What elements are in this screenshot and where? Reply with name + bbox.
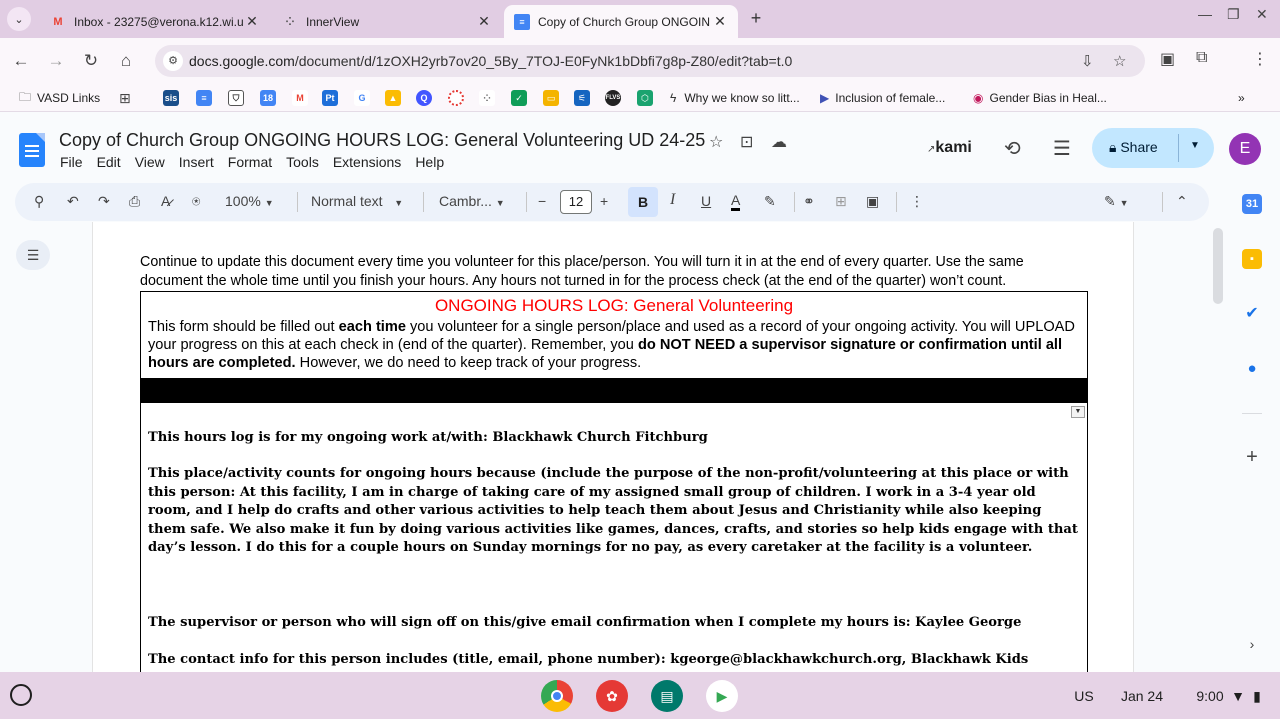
contact-line: The contact info for this person includes (title, email, phone number): kgeorge@blackhawkchurch.org, Blackhawk Kids [148,652,1029,667]
bookmark-label: VASD Links [37,91,101,105]
url-text[interactable] [189,53,792,69]
wifi-icon[interactable]: ▼ [1231,688,1245,704]
menu-insert[interactable]: Insert [178,154,214,170]
log-heading: ONGOING HOURS LOG: General Volunteering [434,296,794,315]
reload-icon[interactable]: ↻ [83,51,99,70]
shield-bookmark[interactable] [228,89,250,107]
menu-extensions[interactable]: Extensions [332,154,402,170]
desc-text: you volunteer for a single person/place and used as a record of your ongoing activity. You will UPLOAD your progress on this at each check in (end of the quarter). Remember, you [148,319,1075,353]
increase-font-icon[interactable]: + [600,193,609,209]
toolbar-divider [896,192,897,212]
document-title[interactable]: Copy of Church Group ONGOING HOURS LOG: General Volunteering UD 24-25 [59,130,706,150]
intro-paragraph: Continue to update this document every time you volunteer for this place/person. You will turn it in at the end of every quarter. Use the same document the whole time until you finish your hours. Any hours not turned in for the process check (at the end of the quarter) won’t count. [140,254,1024,289]
italic-button[interactable]: I [670,191,676,208]
classroom-icon: ✓ [511,90,527,106]
os-shelf [0,672,1280,719]
shield-icon: ⛉ [228,90,244,106]
hex-bookmark[interactable] [637,89,659,107]
docs-bookmark[interactable] [196,89,218,107]
pt-icon: Pt [322,90,338,106]
chrome-app-icon[interactable] [541,680,573,712]
url-host: docs.google.com [189,53,295,69]
bookmark-inclusion[interactable] [820,89,945,107]
paragraph-style-select[interactable] [311,193,403,209]
canvas-app-icon[interactable]: ✿ [596,680,628,712]
external-link-icon: ↗ [927,144,936,155]
bold-button[interactable]: B [628,187,658,217]
classroom-bookmark[interactable] [511,89,533,107]
bolt-icon: ϟ [670,91,677,105]
menu-tools[interactable]: Tools [286,154,319,170]
paint-format-icon[interactable]: ⍟ [192,193,201,209]
url-path: /document/d/1zOXH2yrb7ov20_5By_7TOJ-E0FyNk1bDbfi7g8p-Z80/edit?tab=t.0 [294,53,793,69]
toolbar-divider [423,192,424,212]
add-comment-icon[interactable]: ⊞ [835,193,847,209]
tab-gmail[interactable] [40,5,270,38]
google-icon: G [354,90,370,106]
slides-bookmark[interactable] [543,89,565,107]
kami-button[interactable] [927,139,972,157]
expand-panel-icon[interactable]: › [1249,636,1255,652]
bookmark-label: Why we know so litt... [684,91,800,105]
extension-icon[interactable]: ▣ [1160,51,1176,68]
launcher-icon[interactable] [10,684,32,706]
extensions-puzzle-icon[interactable]: ⧉ [1196,49,1208,66]
bookmark-label: Inclusion of female... [835,91,946,105]
flvs-bookmark[interactable] [605,89,627,107]
menu-file[interactable]: File [60,154,83,170]
folder-icon: 🗀 [19,89,32,104]
comments-icon[interactable]: ☰ [1053,138,1071,160]
share-divider [1178,134,1179,162]
gmail-bookmark[interactable] [292,89,314,107]
tab-title: InnerView [306,14,360,29]
menu-help[interactable]: Help [415,154,445,170]
document-outline-icon[interactable]: ☰ [16,240,50,270]
star-icon[interactable]: ☆ [709,134,724,151]
black-divider-row [141,378,1087,403]
docs-icon: ≡ [196,90,212,106]
document-page[interactable] [92,222,1134,672]
lock-icon: 🔒︎ [1109,139,1117,155]
tab-docs[interactable] [504,5,738,38]
share-label [1109,139,1158,156]
flvs-icon: FLVS [605,90,621,106]
menu-bar [60,154,458,170]
hexagon-icon: ⬡ [637,90,653,106]
cloud-saved-icon[interactable]: ☁ [771,134,787,151]
font-size-input[interactable]: 12 [560,190,592,214]
innerview-bookmark[interactable] [479,89,501,107]
log-description [148,318,1078,372]
collapse-menus-icon[interactable]: ⌃ [1176,193,1188,209]
circle-bookmark[interactable] [448,89,470,107]
tab-innerview[interactable] [272,5,502,38]
docs-logo-icon[interactable] [19,133,45,167]
editing-mode-button[interactable]: ✎ ▼ [1104,193,1129,209]
new-tab-button[interactable]: + [750,8,762,28]
edpuzzle-icon: ⚟ [574,90,590,106]
print-icon[interactable]: ⎙ [129,193,141,209]
quizlet-icon: Q [416,90,432,106]
highlight-icon[interactable]: ✎ [764,193,776,209]
insert-image-icon[interactable]: ▣ [866,193,880,209]
docs-icon: ≡ [514,14,530,30]
move-folder-icon[interactable]: ⊡ [740,134,754,151]
toolbar-divider [297,192,298,212]
kami-label: kami [935,139,972,156]
contacts-icon[interactable]: ● [1247,360,1257,377]
clock-display[interactable]: 9:00 [1196,688,1224,704]
google-bookmark[interactable] [354,89,376,107]
innerview-icon: ⁘ [285,16,295,28]
toolbar-divider [526,192,527,212]
minimize-icon[interactable]: — [1198,6,1212,22]
bookmark-folder-vasd[interactable] [19,89,100,107]
slides-icon: ▭ [543,90,559,106]
battery-icon[interactable]: ▮ [1253,688,1261,704]
classroom-app-icon[interactable]: ▤ [651,680,683,712]
calendar-bookmark[interactable] [260,89,282,107]
chevron-down-icon: ▼ [264,198,274,208]
undo-icon[interactable]: ↶ [67,193,79,209]
side-panel [1232,182,1274,672]
desc-bold: do NOT NEED a supervisor signature or confirmation until all hours are completed. [148,337,1063,371]
toolbar-divider [794,192,795,212]
bookmark-star-icon[interactable]: ☆ [1113,53,1127,70]
account-avatar[interactable]: E [1229,133,1261,165]
home-icon[interactable]: ⌂ [120,51,132,70]
browser-menu-icon[interactable]: ⋮ [1252,51,1268,68]
panel-divider [1242,413,1262,414]
more-options-icon[interactable]: ⋮ [910,193,924,209]
cell-dropdown-icon[interactable]: ▼ [1071,406,1085,418]
formatting-toolbar [15,183,1209,221]
sis-icon: sis [163,90,179,106]
gmail-icon: M [292,90,308,106]
pt-bookmark[interactable] [322,89,344,107]
innerview-icon: ⁘ [479,90,495,106]
browser-toolbar [0,38,1280,84]
log-for-line: This hours log is for my ongoing work at/with: Blackhawk Church Fitchburg [148,430,708,445]
bookmark-gender-bias[interactable] [973,89,1107,107]
underline-button[interactable]: U [701,193,712,209]
share-dropdown-icon[interactable]: ▼ [1190,140,1200,151]
tab-strip [0,0,1280,38]
share-button[interactable] [1092,128,1214,168]
circle-g-icon: ◉ [973,91,984,105]
text-color-button[interactable]: A [731,193,740,211]
menu-edit[interactable]: Edit [96,154,121,170]
address-bar[interactable] [155,45,1145,77]
tab-title: Inbox - 23275@verona.k12.wi.u [74,14,244,29]
quizlet-bookmark[interactable] [416,89,438,107]
chevron-down-icon: ▼ [495,198,505,208]
gmail-icon: M [53,15,63,28]
drive-icon: ▲ [385,90,401,106]
decrease-font-icon[interactable]: − [538,193,547,209]
font-value: Cambr... [439,193,492,209]
keep-icon[interactable]: ▪ [1242,249,1262,269]
menu-format[interactable]: Format [227,154,273,170]
hours-log-table [140,291,1088,672]
play-store-icon[interactable]: ▶ [706,680,738,712]
close-window-icon[interactable]: ✕ [1256,6,1268,22]
toolbar-divider [1162,192,1163,212]
date-display[interactable]: Jan 24 [1120,688,1164,704]
close-tab-icon[interactable]: ✕ [478,13,490,29]
supervisor-line: The supervisor or person who will sign off on this/give email confirmation when I complete my hours is: Kaylee George [148,615,1022,630]
back-icon[interactable]: ← [12,51,30,70]
more-bookmarks-icon[interactable]: » [1238,91,1245,105]
counts-paragraph: This place/activity counts for ongoing hours because (include the purpose of the non-profit/volunteering at this place or with this person: At this facility, I am in charge of taking care of my assigned small group of children. I work in a 3-4 year old room, and I help do crafts and other various activities to help teach them about Jesus and Christianity while also keeping them safe. We also make it fun by doing various activities like games, dances, crafts, and stories so help kids engage with that day’s lesson. I do this for a couple hours on Sunday mornings for no pay, as every caretaker at the facility is a volunteer. [148,466,1078,555]
apps-grid-icon[interactable]: ⊞ [119,89,131,106]
bookmark-why-we-know[interactable] [670,89,800,107]
site-info-icon[interactable]: ⚙ [163,51,183,71]
docs-header [0,112,1280,222]
input-method[interactable]: US [1074,688,1094,704]
menu-view[interactable]: View [134,154,165,170]
edpuzzle-bookmark[interactable] [574,89,596,107]
bookmark-label: Gender Bias in Heal... [989,91,1107,105]
add-addon-icon[interactable]: + [1246,446,1258,468]
redo-icon[interactable]: ↷ [98,193,110,209]
bookmarks-bar [0,84,1280,112]
circle-icon [448,90,464,106]
sis-bookmark[interactable] [163,89,185,107]
drive-bookmark[interactable] [385,89,407,107]
calendar-icon: 18 [260,90,276,106]
desc-text: However, we do need to keep track of your progress. [295,355,642,371]
forward-icon[interactable]: → [47,51,65,70]
version-history-icon[interactable]: ⟲ [1004,138,1021,160]
zoom-select[interactable] [225,193,274,209]
desc-text: This form should be filled out [148,319,339,335]
spellcheck-icon[interactable]: A̷ [161,193,171,209]
restore-icon[interactable]: ❐ [1227,6,1240,22]
chevron-down-icon: ▼ [1119,198,1129,208]
close-tab-icon[interactable]: ✕ [246,13,258,29]
desc-bold: each time [338,319,406,335]
play-icon: ▶ [820,91,830,105]
share-text: Share [1120,139,1158,155]
tasks-icon[interactable]: ✔ [1245,305,1259,322]
font-select[interactable] [439,193,505,209]
link-icon[interactable]: ⚭ [803,193,815,209]
zoom-value: 100% [225,193,261,209]
install-app-icon[interactable]: ⇩ [1081,53,1094,70]
search-menus-icon[interactable]: ⚲ [34,193,45,209]
chevron-down-icon: ▼ [394,198,404,208]
tab-search-button[interactable]: ⌄ [7,7,31,31]
document-scrollbar[interactable] [1213,228,1223,304]
style-value: Normal text [311,193,383,209]
close-tab-icon[interactable]: ✕ [714,13,726,29]
tab-title: Copy of Church Group ONGOIN [538,14,711,29]
calendar-icon[interactable]: 31 [1242,194,1262,214]
